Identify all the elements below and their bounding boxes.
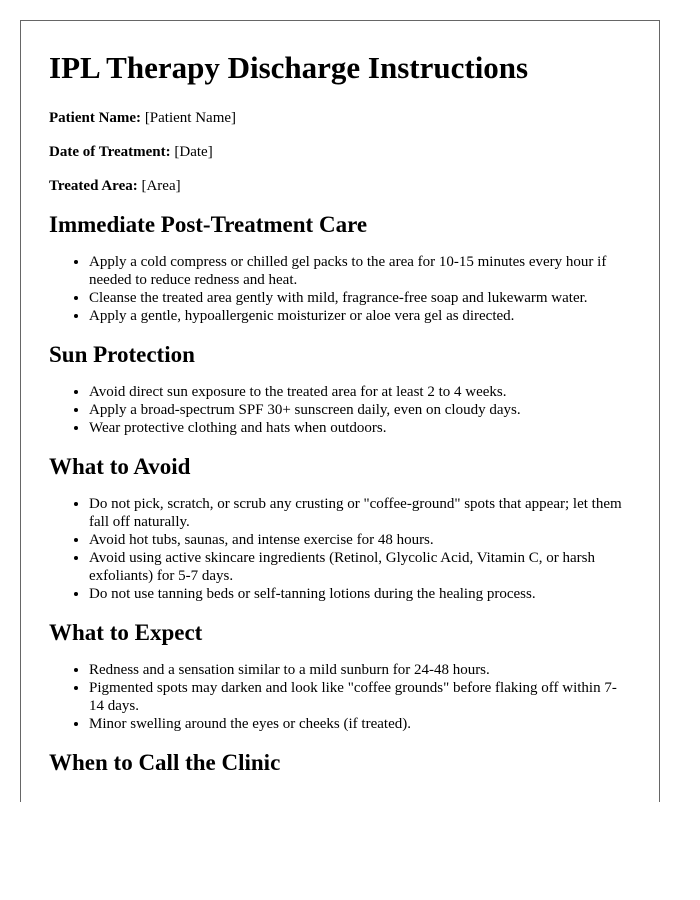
field-label: Patient Name: [49, 110, 142, 126]
field-label: Treated Area: [49, 178, 138, 194]
list-item: • Wear protective clothing and hats when outdoors. [89, 419, 631, 437]
what-to-expect-list [49, 661, 631, 733]
list-item: • Pigmented spots may darken and look like "coffee grounds" before flaking off within 7-14 days. [89, 679, 631, 715]
what-to-avoid-list [49, 495, 631, 603]
immediate-care-list [49, 253, 631, 325]
list-item: • Minor swelling around the eyes or cheeks (if treated). [89, 715, 631, 733]
field-label: Date of Treatment: [49, 144, 171, 160]
section-heading-what-to-expect: What to Expect [49, 620, 203, 645]
list-item: • Avoid hot tubs, saunas, and intense exercise for 48 hours. [89, 531, 631, 549]
list-item: • Apply a cold compress or chilled gel packs to the area for 10-15 minutes every hour if needed to reduce redness and heat. [89, 253, 631, 289]
list-item: • Redness and a sensation similar to a mild sunburn for 24-48 hours. [89, 661, 631, 679]
field-value: [Date] [174, 144, 213, 160]
section-heading-what-to-avoid: What to Avoid [49, 454, 191, 479]
list-item: • Do not pick, scratch, or scrub any crusting or "coffee-ground" spots that appear; let them fall off naturally. [89, 495, 631, 531]
section-heading-immediate-care: Immediate Post-Treatment Care [49, 212, 368, 237]
treated-area-field [49, 177, 631, 195]
list-item: • Cleanse the treated area gently with mild, fragrance-free soap and lukewarm water. [89, 289, 631, 307]
field-value: [Area] [141, 178, 181, 194]
section-heading-sun-protection: Sun Protection [49, 342, 195, 367]
section-heading-when-to-call: When to Call the Clinic [49, 750, 281, 775]
sun-protection-list [49, 383, 631, 437]
list-item: • Avoid using active skincare ingredients (Retinol, Glycolic Acid, Vitamin C, or harsh exfoliants) for 5-7 days. [89, 549, 631, 585]
document-page [20, 20, 660, 802]
list-item: • Do not use tanning beds or self-tanning lotions during the healing process. [89, 585, 631, 603]
page-title: IPL Therapy Discharge Instructions [49, 50, 529, 85]
treatment-date-field [49, 143, 631, 161]
patient-name-field [49, 109, 631, 127]
field-value: [Patient Name] [144, 110, 237, 126]
list-item: • Apply a broad-spectrum SPF 30+ sunscreen daily, even on cloudy days. [89, 401, 631, 419]
list-item: • Avoid direct sun exposure to the treated area for at least 2 to 4 weeks. [89, 383, 631, 401]
list-item: • Apply a gentle, hypoallergenic moisturizer or aloe vera gel as directed. [89, 307, 631, 325]
